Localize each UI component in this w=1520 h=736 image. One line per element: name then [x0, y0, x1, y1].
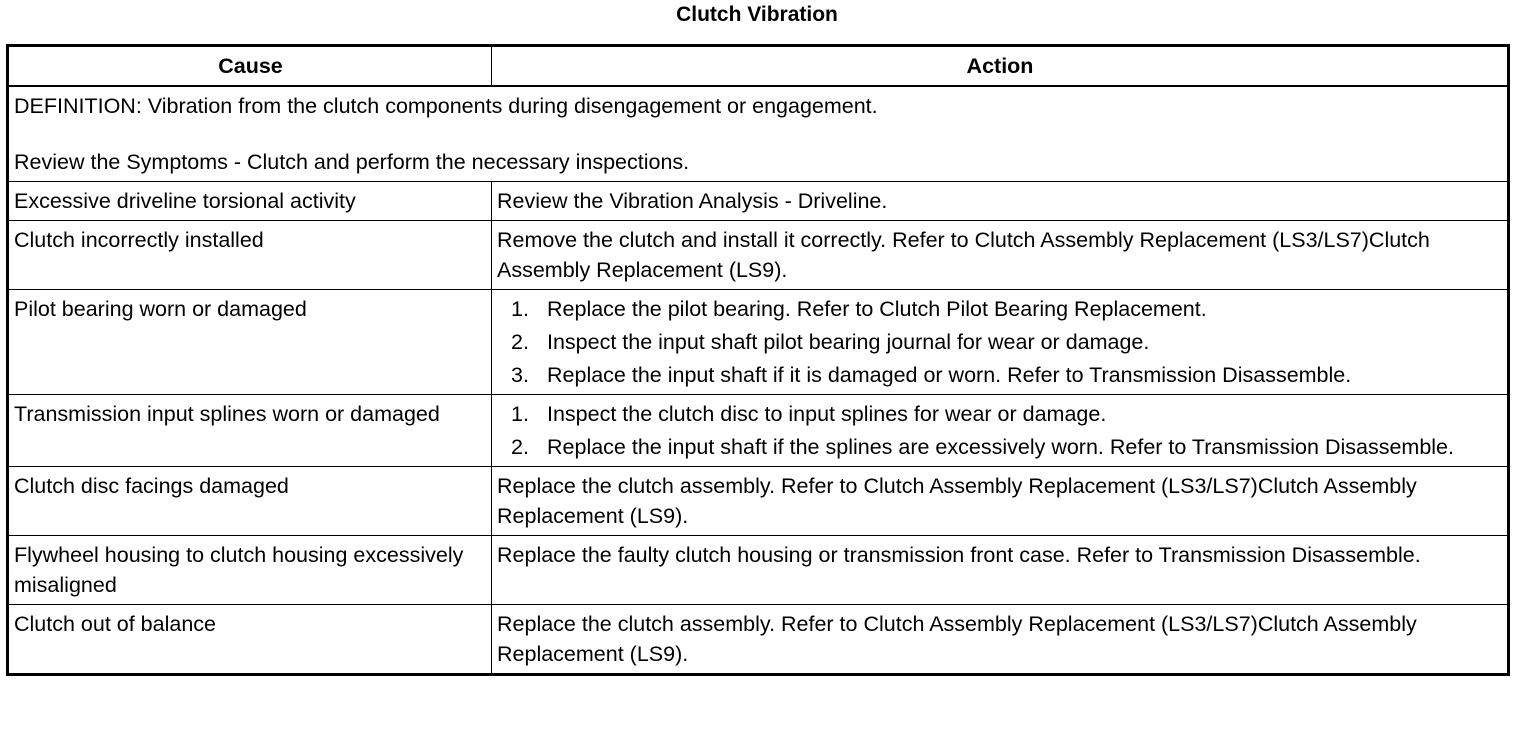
- action-cell: Replace the clutch assembly. Refer to Clutch Assembly Replacement (LS3/LS7)Clutch Assembly Replacement (LS9).: [492, 605, 1509, 675]
- definition-text: DEFINITION: Vibration from the clutch components during disengagement or engagement.: [14, 94, 878, 118]
- action-cell: Replace the faulty clutch housing or transmission front case. Refer to Transmission Disassemble.: [492, 536, 1509, 605]
- definition-spacer: [14, 121, 1503, 147]
- cause-cell: Flywheel housing to clutch housing excessively misaligned: [8, 536, 492, 605]
- cause-cell: Clutch disc facings damaged: [8, 467, 492, 536]
- action-cell: Replace the clutch assembly. Refer to Clutch Assembly Replacement (LS3/LS7)Clutch Assembly Replacement (LS9).: [492, 467, 1509, 536]
- column-header-cause: Cause: [8, 46, 492, 87]
- page-title: Clutch Vibration: [676, 3, 838, 26]
- step-number: 1.: [511, 297, 529, 321]
- table-row: [8, 536, 1509, 605]
- action-steps-list: [497, 399, 1503, 462]
- definition-row: [8, 86, 1509, 182]
- cause-cell: Transmission input splines worn or damaged: [8, 395, 492, 467]
- step-text: Inspect the clutch disc to input splines for wear or damage.: [547, 402, 1107, 426]
- action-step: [511, 294, 1503, 324]
- step-number: 2.: [511, 330, 529, 354]
- table-row: [8, 605, 1509, 675]
- step-text: Replace the pilot bearing. Refer to Clutch Pilot Bearing Replacement.: [547, 297, 1207, 321]
- cause-cell: Excessive driveline torsional activity: [8, 182, 492, 221]
- action-step: [511, 360, 1503, 390]
- step-number: 3.: [511, 363, 529, 387]
- action-cell: Remove the clutch and install it correctly. Refer to Clutch Assembly Replacement (LS3/LS7)Clutch Assembly Replacement (LS9).: [492, 221, 1509, 290]
- action-step: [511, 432, 1503, 462]
- cause-cell: Clutch incorrectly installed: [8, 221, 492, 290]
- action-steps-list: [497, 294, 1503, 390]
- step-text: Replace the input shaft if it is damaged or worn. Refer to Transmission Disassemble.: [547, 363, 1352, 387]
- action-cell: [492, 395, 1509, 467]
- action-step: [511, 327, 1503, 357]
- cause-cell: Clutch out of balance: [8, 605, 492, 675]
- step-number: 1.: [511, 402, 529, 426]
- column-header-action: Action: [492, 46, 1509, 87]
- table-row: [8, 221, 1509, 290]
- step-text: Inspect the input shaft pilot bearing journal for wear or damage.: [547, 330, 1150, 354]
- table-row: [8, 182, 1509, 221]
- action-cell: [492, 290, 1509, 395]
- table-row: [8, 395, 1509, 467]
- step-text: Replace the input shaft if the splines are excessively worn. Refer to Transmission Disassemble.: [547, 435, 1454, 459]
- table-header-row: [8, 46, 1509, 87]
- table-row: [8, 290, 1509, 395]
- action-cell: Review the Vibration Analysis - Driveline.: [492, 182, 1509, 221]
- diagnostic-table: [6, 44, 1510, 676]
- table-row: [8, 467, 1509, 536]
- definition-cell: [8, 86, 1509, 182]
- action-step: [511, 399, 1503, 429]
- definition-review-text: Review the Symptoms - Clutch and perform the necessary inspections.: [14, 150, 690, 174]
- cause-cell: Pilot bearing worn or damaged: [8, 290, 492, 395]
- step-number: 2.: [511, 435, 529, 459]
